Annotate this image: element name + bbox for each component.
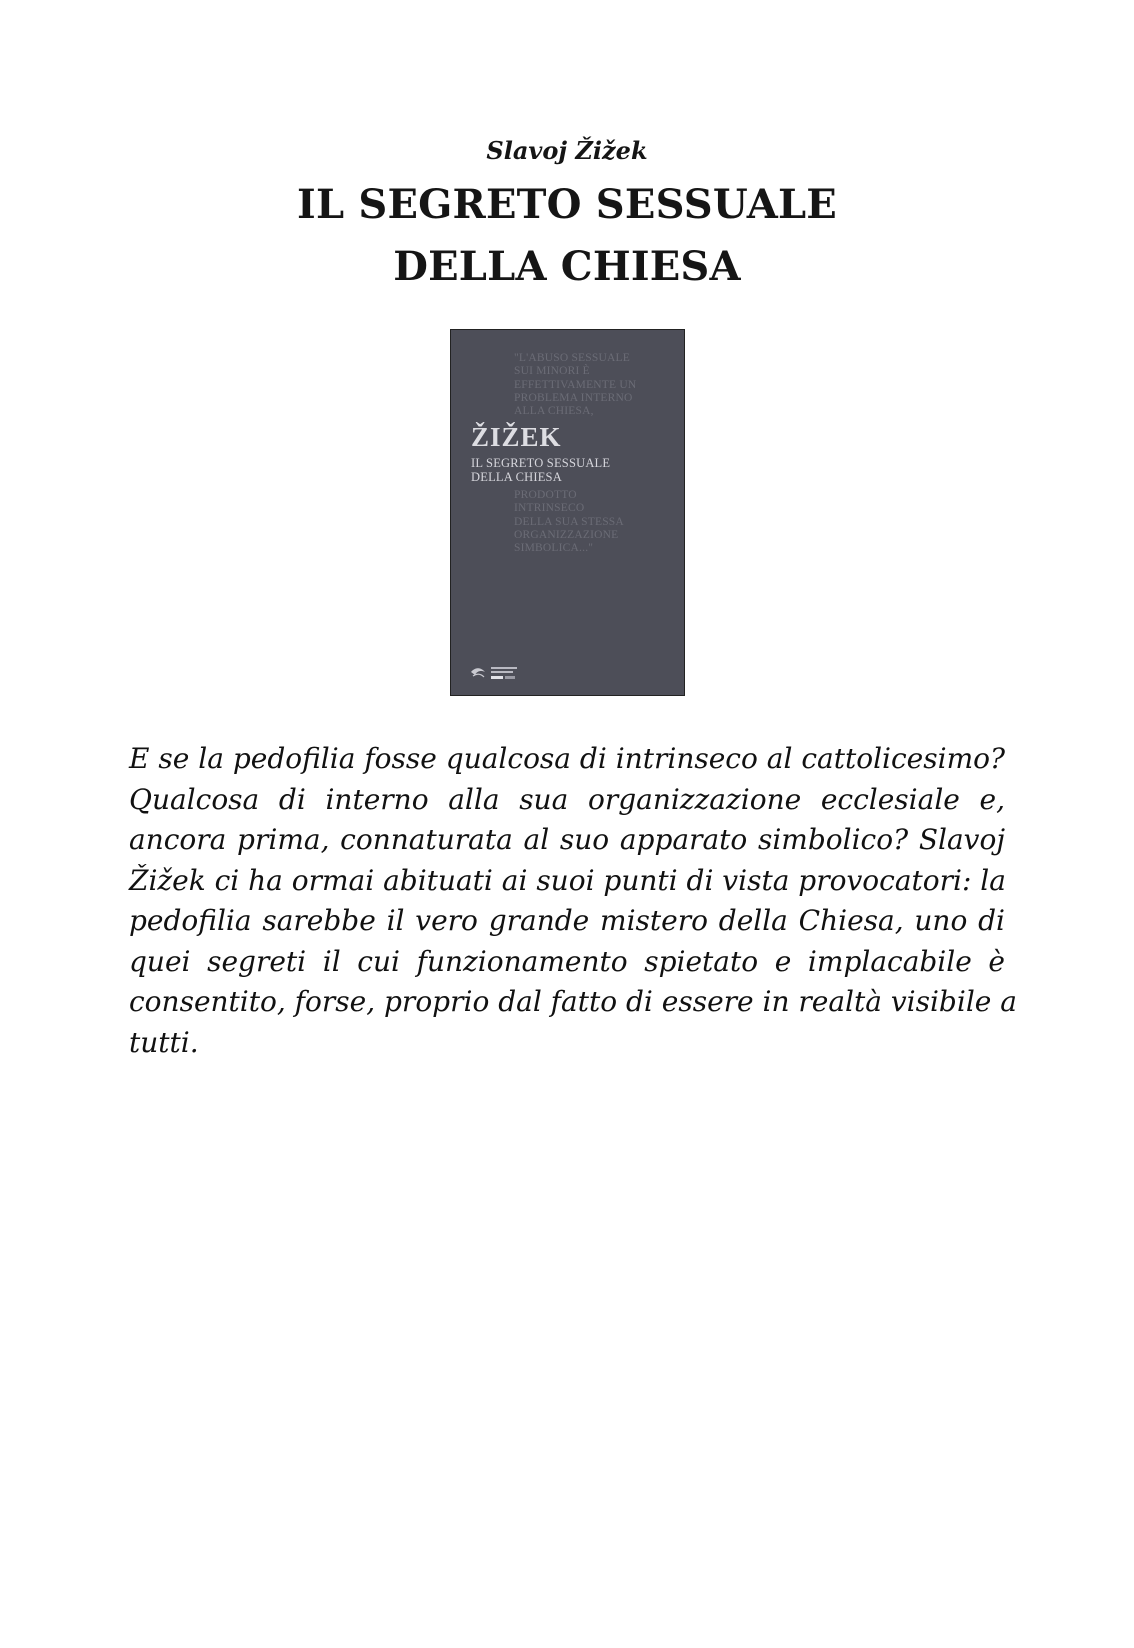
book-title-line-2: DELLA CHIESA (393, 243, 741, 290)
cover-quote-line: SIMBOLICA..." (514, 542, 594, 555)
cover-quote-line: PROBLEMA INTERNO (514, 391, 633, 404)
description-line: quei segreti il cui funzionamento spietato e implacabile è (129, 944, 1005, 978)
cover-quote-line: ALLA CHIESA, (514, 405, 594, 418)
book-title (0, 174, 1134, 298)
cover-author: ŽIŽEK (471, 422, 562, 452)
description-line: pedofilia sarebbe il vero grande mistero della Chiesa, uno di (129, 904, 1005, 937)
cover-title-line: DELLA CHIESA (471, 470, 562, 484)
description-line: ancora prima, connaturata al suo apparato simbolico? Slavoj (129, 823, 1005, 856)
cover-quote-line: "L'ABUSO SESSUALE (514, 352, 630, 364)
book-title-line-1: IL SEGRETO SESSUALE (297, 181, 837, 228)
cover-quote-line: SUI MINORI È (514, 365, 590, 378)
book-cover-image (450, 329, 685, 696)
cover-quote-top (514, 352, 684, 418)
author-name: Slavoj Žižek (486, 136, 648, 165)
cover-title (471, 456, 610, 484)
publisher-logo-icon (469, 664, 539, 684)
cover-quote-line: DELLA SUA STESSA (514, 515, 624, 528)
description-line: E se la pedofilia fosse qualcosa di intrinseco al cattolicesimo? (129, 742, 1005, 775)
description-line: consentito, forse, proprio dal fatto di essere in realtà visibile a (129, 985, 1017, 1018)
description-line: Qualcosa di interno alla sua organizzazione ecclesiale e, (129, 782, 1005, 816)
cover-title-line: IL SEGRETO SESSUALE (471, 456, 611, 470)
cover-quote-line: INTRINSECO (514, 502, 585, 515)
cover-quote-line: PRODOTTO (514, 489, 577, 501)
book-description (129, 739, 1017, 1063)
description-line: Žižek ci ha ormai abituati ai suoi punti di vista provocatori: la (129, 863, 1006, 897)
cover-quote-line: ORGANIZZAZIONE (514, 528, 619, 541)
cover-quote-line: EFFETTIVAMENTE UN (514, 378, 637, 391)
cover-quote-bottom (514, 489, 684, 555)
description-line: tutti. (129, 1025, 199, 1059)
